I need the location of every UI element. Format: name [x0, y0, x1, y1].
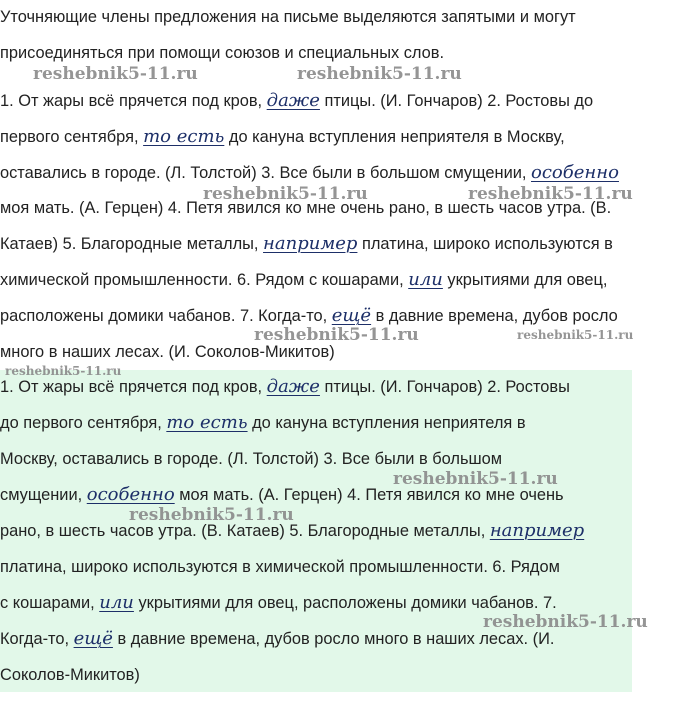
- watermark-text: reshebnik5-11.ru: [483, 612, 648, 632]
- highlighted-word: особенно: [86, 484, 175, 505]
- text-line: Катаев) 5. Благородные металлы, например платина, широко используются в: [0, 233, 613, 254]
- text-line: с кошарами, или укрытиями для овец, расположены домики чабанов. 7.: [0, 592, 557, 613]
- text-line: 1. От жары всё прячется под кров, даже птицы. (И. Гончаров) 2. Ростовы: [0, 376, 570, 397]
- highlighted-word: особенно: [531, 162, 619, 183]
- text-line: Москву, оставались в городе. (Л. Толстой) 3. Все были в большом: [0, 450, 503, 468]
- intro-line: Уточняющие члены предложения на письме выделяются запятыми и могут: [0, 8, 576, 26]
- highlighted-word: или: [99, 592, 134, 613]
- text-line: Соколов-Микитов): [0, 666, 140, 684]
- highlighted-word: ещё: [331, 305, 372, 326]
- text-line: смущении, особенно моя мать. (А. Герцен) 4. Петя явился ко мне очень: [0, 484, 564, 505]
- watermark-text: reshebnik5-11.ru: [517, 328, 634, 342]
- text-line: 1. От жары всё прячется под кров, даже птицы. (И. Гончаров) 2. Ростовы до: [0, 90, 594, 111]
- highlighted-word: даже: [266, 90, 320, 111]
- answer-block-green: [0, 370, 632, 692]
- text-line: химической промышленности. 6. Рядом с кошарами, или укрытиями для овец,: [0, 269, 608, 290]
- highlighted-word: например: [489, 520, 585, 541]
- watermark-text: reshebnik5-11.ru: [254, 325, 419, 345]
- text-line: Когда-то, ещё в давние времена, дубов росло много в наших лесах. (И.: [0, 628, 555, 649]
- text-line: до первого сентября, то есть до кануна вступления неприятеля в: [0, 412, 526, 433]
- highlighted-word: или: [408, 269, 443, 290]
- text-line: расположены домики чабанов. 7. Когда-то, ещё в давние времена, дубов росло: [0, 305, 618, 326]
- text-line: много в наших лесах. (И. Соколов-Микитов): [0, 343, 335, 361]
- text-line: моя мать. (А. Герцен) 4. Петя явился ко мне очень рано, в шесть часов утра. (В.: [0, 199, 612, 217]
- watermark-text: reshebnik5-11.ru: [468, 184, 633, 204]
- highlighted-word: например: [263, 233, 358, 254]
- watermark-text: reshebnik5-11.ru: [203, 184, 368, 204]
- highlighted-word: ещё: [73, 628, 113, 649]
- text-line: платина, широко используются в химической промышленности. 6. Рядом: [0, 558, 560, 576]
- intro-line: присоединяться при помощи союзов и специальных слов.: [0, 44, 445, 62]
- text-line: рано, в шесть часов утра. (В. Катаев) 5. Благородные металлы, например: [0, 520, 585, 541]
- watermark-text: reshebnik5-11.ru: [393, 469, 558, 489]
- watermark-text: reshebnik5-11.ru: [5, 364, 122, 378]
- highlighted-word: даже: [266, 376, 320, 397]
- text-line: оставались в городе. (Л. Толстой) 3. Все были в большом смущении, особенно: [0, 162, 619, 183]
- highlighted-word: то есть: [166, 412, 248, 433]
- highlighted-word: то есть: [143, 126, 225, 147]
- watermark-text: reshebnik5-11.ru: [297, 64, 462, 84]
- watermark-text: reshebnik5-11.ru: [129, 505, 294, 525]
- watermark-text: reshebnik5-11.ru: [33, 64, 198, 84]
- text-line: первого сентября, то есть до кануна вступления неприятеля в Москву,: [0, 126, 565, 147]
